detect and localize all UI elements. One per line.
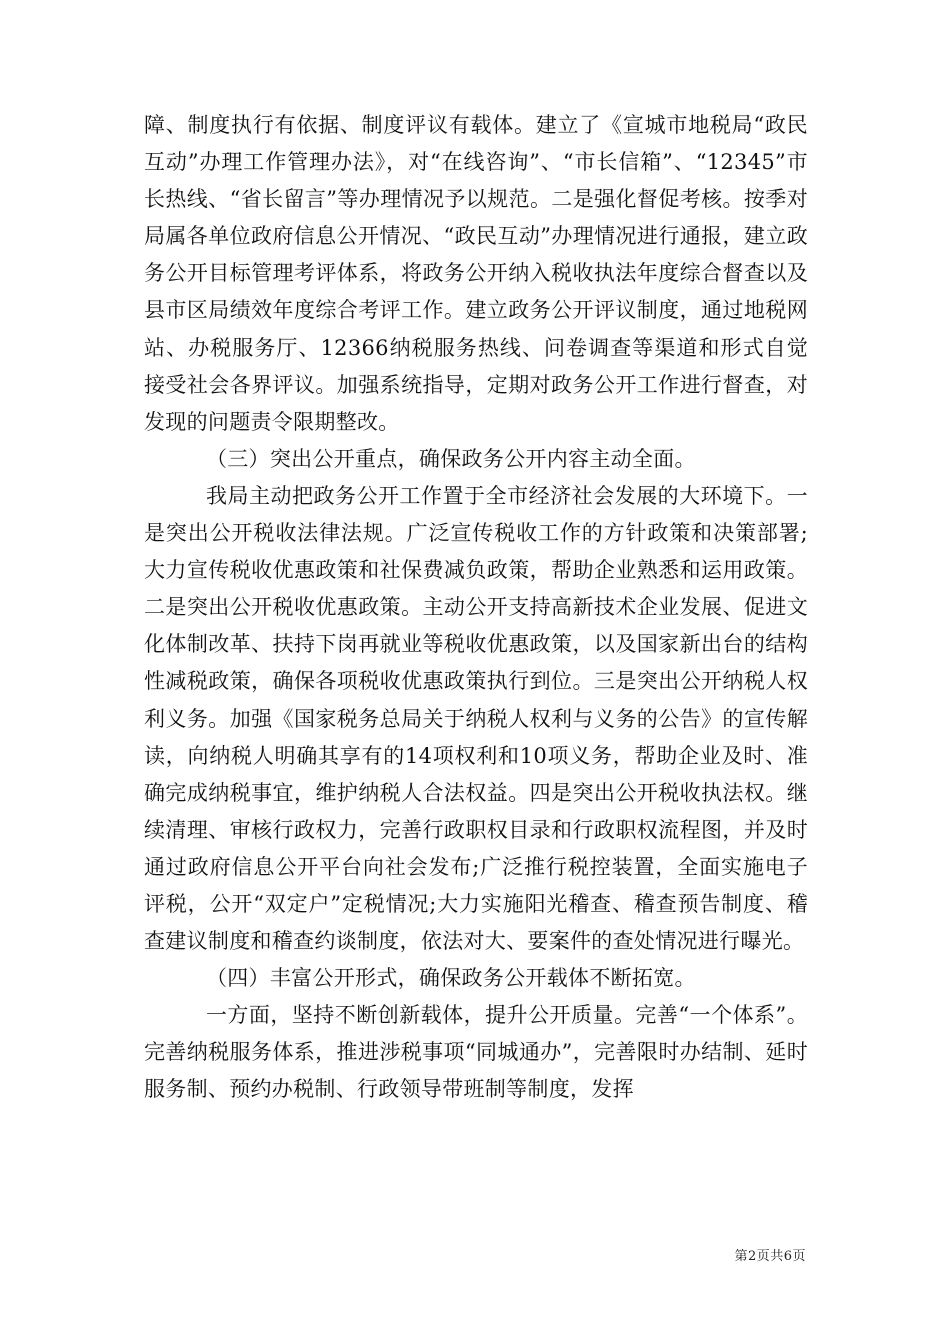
paragraph-continuation: 障、制度执行有依据、制度评议有载体。建立了《宣城市地税局“政民互动”办理工作管理办法》，对“在线咨询”、“市长信箱”、“12345”市长热线、“省长留言”等办理情况予以规范。二是强化督促考核。按季对局属各单位政府信息公开情况、“政民互动”办理情况进行通报，建立政务公开目标管理考评体系，将政务公开纳入税收执法年度综合督查以及县市区局绩效年度综合考评工作。建立政务公开评议制度，通过地税网站、办税服务厅、12366纳税服务热线、问卷调查等渠道和形式自觉接受社会各界评议。加强系统指导，定期对政务公开工作进行督查，对发现的问题责令限期整改。 [144,113,808,434]
page-number-footer: 第2页共6页 [734,1249,806,1264]
document-body [144,107,808,1109]
section-heading-three: （三）突出公开重点，确保政务公开内容主动全面。 [205,446,696,471]
section-heading-four: （四）丰富公开形式，确保政务公开载体不断拓宽。 [205,966,696,991]
paragraph-section-three: 我局主动把政务公开工作置于全市经济社会发展的大环境下。一是突出公开税收法律法规。广泛宣传税收工作的方针政策和决策部署;大力宣传税收优惠政策和社保费减负政策，帮助企业熟悉和运用政策。二是突出公开税收优惠政策。主动公开支持高新技术企业发展、促进文化体制改革、扶持下岗再就业等税收优惠政策，以及国家新出台的结构性减税政策，确保各项税收优惠政策执行到位。三是突出公开纳税人权利义务。加强《国家税务总局关于纳税人权利与义务的公告》的宣传解读，向纳税人明确其享有的14项权利和10项义务，帮助企业及时、准确完成纳税事宜，维护纳税人合法权益。四是突出公开税收执法权。继续清理、审核行政权力，完善行政职权目录和行政职权流程图，并及时通过政府信息公开平台向社会发布;广泛推行税控装置，全面实施电子评税，公开“双定户”定税情况;大力实施阳光稽查、稽查预告制度、稽查建议制度和稽查约谈制度，依法对大、要案件的查处情况进行曝光。 [144,483,808,954]
paragraph-section-four: 一方面，坚持不断创新载体，提升公开质量。完善“一个体系”。完善纳税服务体系，推进涉税事项“同城通办”，完善限时办结制、延时服务制、预约办税制、行政领导带班制等制度，发挥 [144,1003,808,1102]
